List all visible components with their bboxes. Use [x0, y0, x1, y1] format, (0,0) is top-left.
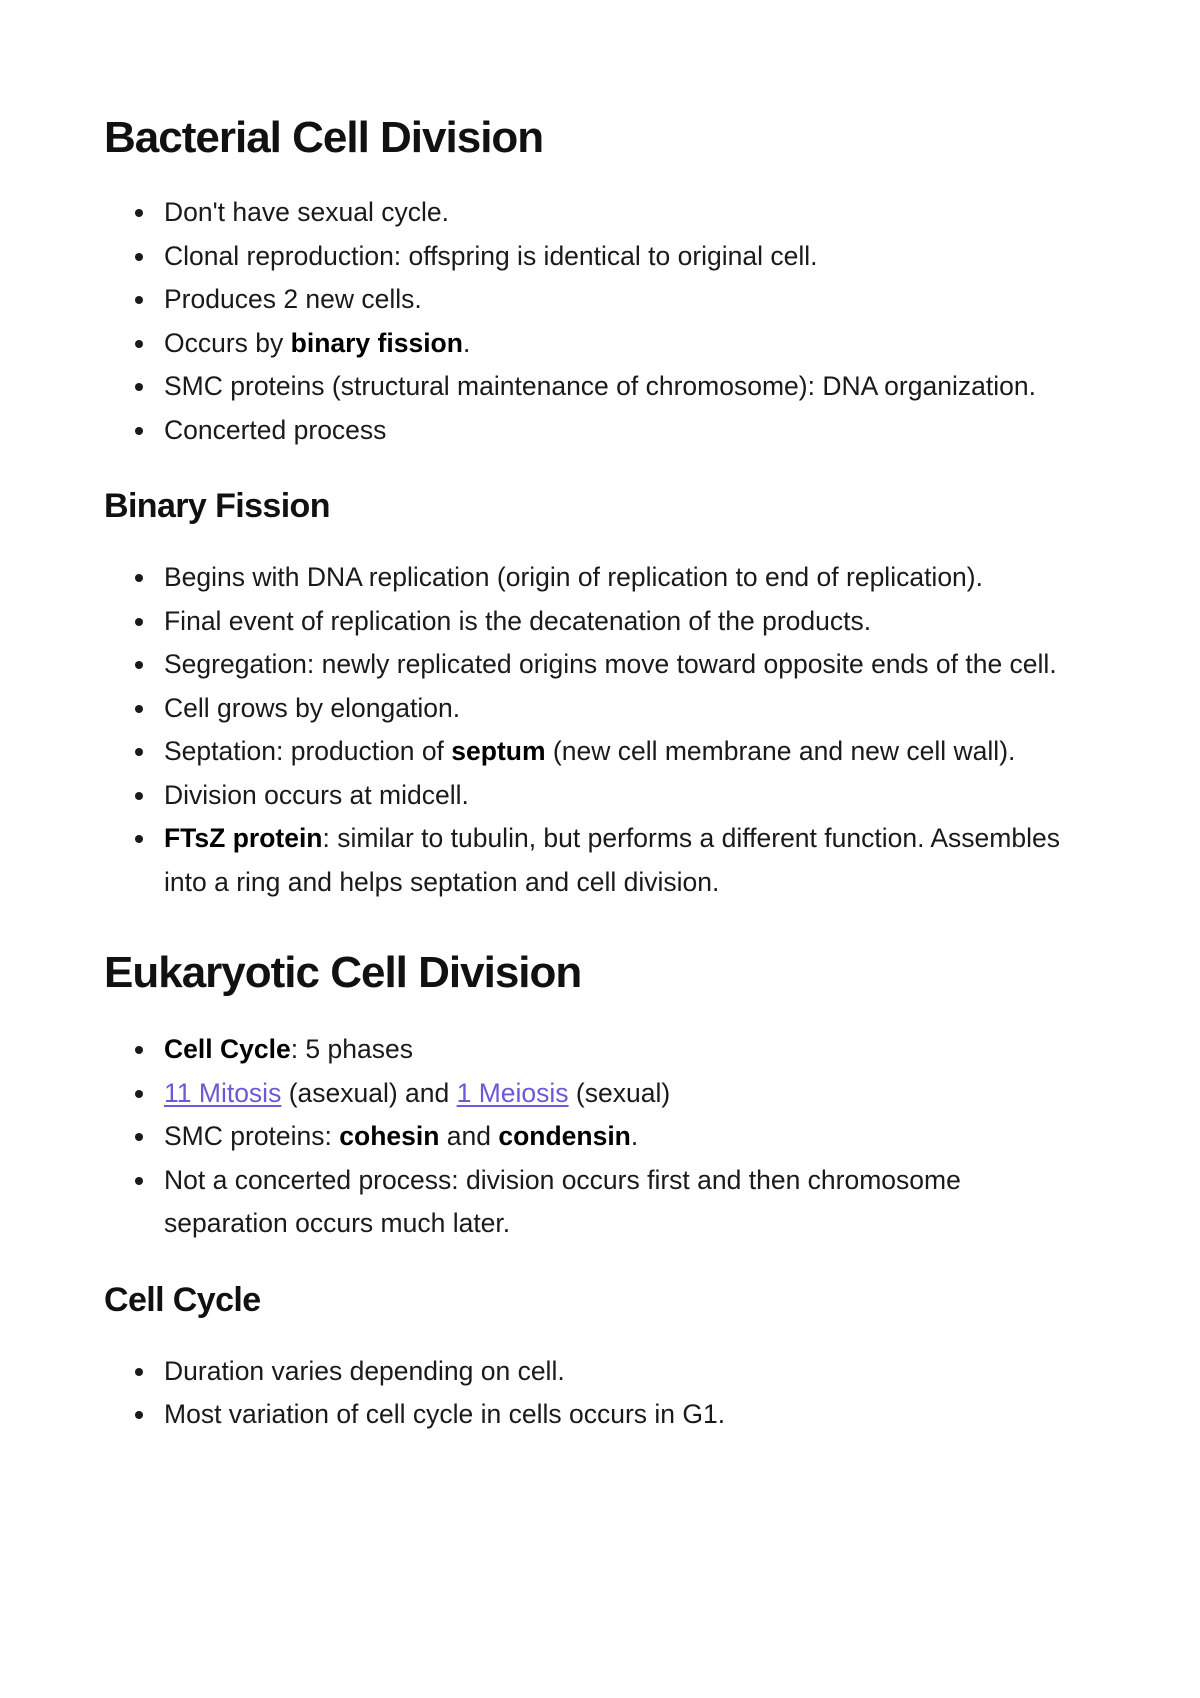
list-item: Produces 2 new cells.: [164, 278, 1090, 322]
list-item: Not a concerted process: division occurs first and then chromosome separation occurs much later.: [164, 1159, 1090, 1246]
list-item: SMC proteins (structural maintenance of chromosome): DNA organization.: [164, 365, 1090, 409]
list-cell-cycle: [104, 1350, 1090, 1437]
list-item: [164, 730, 1090, 774]
list-eukaryotic-cell-division: [104, 1028, 1090, 1246]
text-span: SMC proteins:: [164, 1121, 340, 1151]
list-item: [164, 1115, 1090, 1159]
list-item: Don't have sexual cycle.: [164, 191, 1090, 235]
list-item: Duration varies depending on cell.: [164, 1350, 1090, 1394]
bold-term-binary-fission: binary fission: [290, 327, 463, 358]
heading-cell-cycle: Cell Cycle: [104, 1280, 261, 1319]
text-span: Septation: production of: [164, 736, 452, 766]
text-span: (new cell membrane and new cell wall).: [545, 736, 1016, 766]
list-item: Concerted process: [164, 409, 1090, 453]
list-item: Final event of replication is the decatenation of the products.: [164, 600, 1090, 644]
list-item: [164, 817, 1090, 904]
list-bacterial-cell-division: [104, 191, 1090, 452]
list-item: Clonal reproduction: offspring is identical to original cell.: [164, 235, 1090, 279]
bold-term-condensin: condensin: [498, 1121, 631, 1151]
bold-term-cell-cycle: Cell Cycle: [164, 1034, 291, 1064]
text-span: and: [439, 1121, 499, 1151]
text-span: : similar to tubulin, but performs a different function. Assembles into a ring and helps septation and cell division.: [164, 823, 1060, 897]
text-span: : 5 phases: [290, 1034, 413, 1064]
list-binary-fission: [104, 556, 1090, 904]
heading-bacterial-cell-division: Bacterial Cell Division: [104, 113, 544, 162]
link-meiosis[interactable]: 1 Meiosis: [456, 1077, 569, 1108]
list-item: [164, 1028, 1090, 1072]
bold-term-ftsz-protein: FTsZ protein: [164, 823, 323, 853]
bold-term-septum: septum: [451, 736, 546, 766]
list-item: [164, 322, 1090, 366]
text-span: .: [462, 327, 471, 358]
list-item: [164, 1072, 1090, 1116]
list-item: Segregation: newly replicated origins move toward opposite ends of the cell.: [164, 643, 1090, 687]
list-item: Most variation of cell cycle in cells occurs in G1.: [164, 1393, 1090, 1437]
text-span: .: [630, 1121, 639, 1151]
link-mitosis[interactable]: 11 Mitosis: [164, 1077, 282, 1108]
text-span: (asexual) and: [281, 1077, 457, 1108]
list-item: Cell grows by elongation.: [164, 687, 1090, 731]
text-span: (sexual): [568, 1077, 671, 1108]
text-span: Occurs by: [164, 327, 291, 358]
list-item: Division occurs at midcell.: [164, 774, 1090, 818]
heading-binary-fission: Binary Fission: [104, 487, 330, 525]
list-item: Begins with DNA replication (origin of replication to end of replication).: [164, 556, 1090, 600]
bold-term-cohesin: cohesin: [339, 1121, 440, 1151]
heading-eukaryotic-cell-division: Eukaryotic Cell Division: [104, 948, 582, 997]
